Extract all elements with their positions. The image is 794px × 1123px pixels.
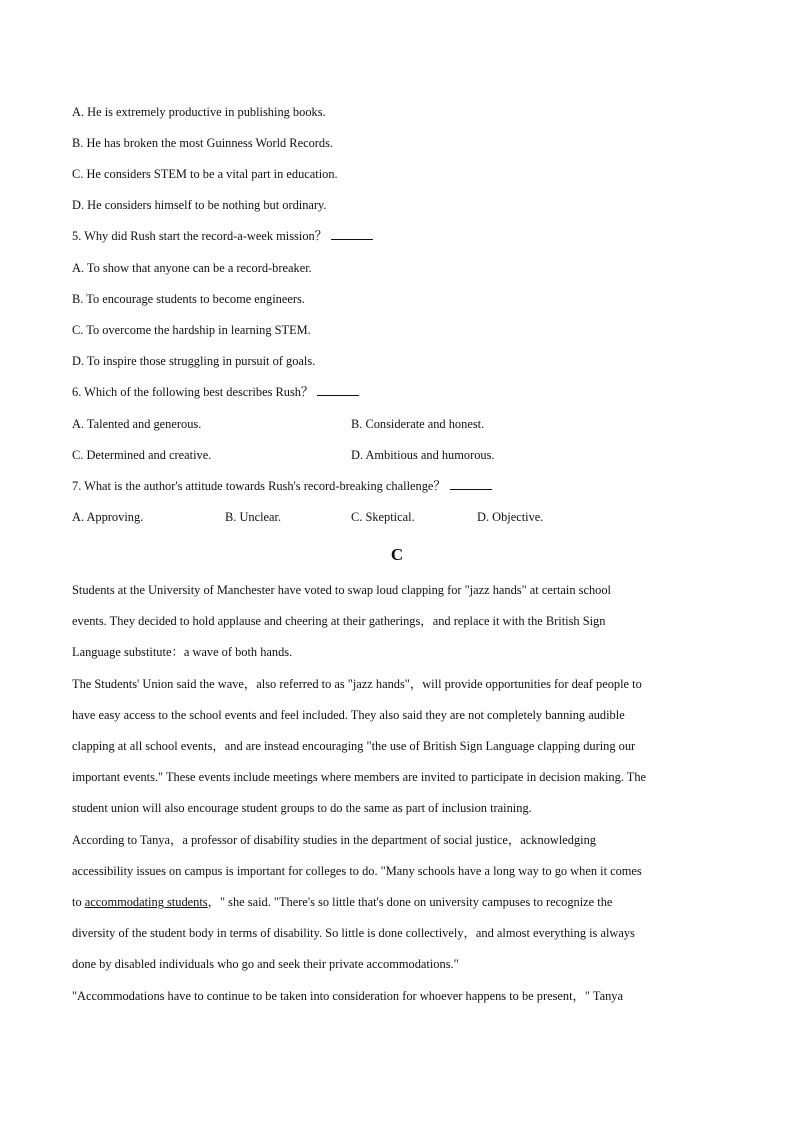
q5-option-d: D. To inspire those struggling in pursuit of goals. — [72, 354, 316, 368]
q7-answer-blank — [450, 478, 492, 490]
q4-option-d: D. He considers himself to be nothing but ordinary. — [72, 198, 327, 212]
section-heading: C — [390, 545, 404, 564]
q7-question: 7. What is the author's attitude towards Rush's record-breaking challenge？ — [72, 479, 446, 493]
q6-option-a: A. Talented and generous. — [72, 417, 202, 431]
q6-option-d: D. Ambitious and humorous. — [351, 448, 495, 462]
q5-question-line — [72, 228, 373, 244]
q5-option-c: C. To overcome the hardship in learning STEM. — [72, 323, 311, 337]
q7-option-b: B. Unclear. — [225, 510, 282, 524]
passage-line: important events." These events include meetings where members are invited to participate in decision making. The — [72, 770, 647, 784]
underlined-phrase: accommodating students — [84, 895, 208, 909]
q7-option-c: C. Skeptical. — [351, 510, 415, 524]
q4-option-b: B. He has broken the most Guinness World Records. — [72, 136, 334, 150]
passage-line: events. They decided to hold applause and cheering at their gatherings，and replace it with the British Sign — [72, 614, 606, 628]
passage-line: Language substitute：a wave of both hands. — [72, 645, 293, 659]
passage-line: diversity of the student body in terms of disability. So little is done collectively，and almost everything is always — [72, 926, 635, 940]
q5-question: 5. Why did Rush start the record-a-week mission？ — [72, 229, 328, 243]
q6-question: 6. Which of the following best describes Rush？ — [72, 385, 314, 399]
q6-option-b: B. Considerate and honest. — [351, 417, 485, 431]
passage-line: student union will also encourage student groups to do the same as part of inclusion training. — [72, 801, 532, 815]
passage-line-underlined — [72, 894, 612, 910]
passage-line: Students at the University of Manchester have voted to swap loud clapping for "jazz hands" at certain school — [72, 583, 611, 597]
q4-option-a: A. He is extremely productive in publishing books. — [72, 105, 326, 119]
passage-line: clapping at all school events，and are instead encouraging "the use of British Sign Language clapping during our — [72, 739, 636, 753]
q5-option-b: B. To encourage students to become engineers. — [72, 292, 305, 306]
q5-option-a: A. To show that anyone can be a record-breaker. — [72, 261, 312, 275]
q7-option-d: D. Objective. — [477, 510, 544, 524]
q5-answer-blank — [331, 228, 373, 240]
q6-question-line — [72, 384, 359, 400]
q6-answer-blank — [317, 384, 359, 396]
q6-option-c: C. Determined and creative. — [72, 448, 212, 462]
passage-line: According to Tanya，a professor of disability studies in the department of social justice，acknowledging — [72, 833, 596, 847]
passage-line: have easy access to the school events and feel included. They also said they are not completely banning audible — [72, 708, 625, 722]
q7-option-a: A. Approving. — [72, 510, 144, 524]
passage-line: "Accommodations have to continue to be taken into consideration for whoever happens to be present，" Tanya — [72, 989, 623, 1003]
q4-option-c: C. He considers STEM to be a vital part in education. — [72, 167, 338, 181]
passage-text: ，" she said. "There's so little that's done on university campuses to recognize the — [207, 895, 613, 909]
q7-question-line — [72, 478, 492, 494]
passage-text: to — [72, 895, 85, 909]
passage-line: accessibility issues on campus is important for colleges to do. "Many schools have a long way to go when it comes — [72, 864, 642, 878]
passage-line: The Students' Union said the wave，also referred to as "jazz hands"，will provide opportunities for deaf people to — [72, 677, 642, 691]
passage-line: done by disabled individuals who go and seek their private accommodations." — [72, 957, 459, 971]
